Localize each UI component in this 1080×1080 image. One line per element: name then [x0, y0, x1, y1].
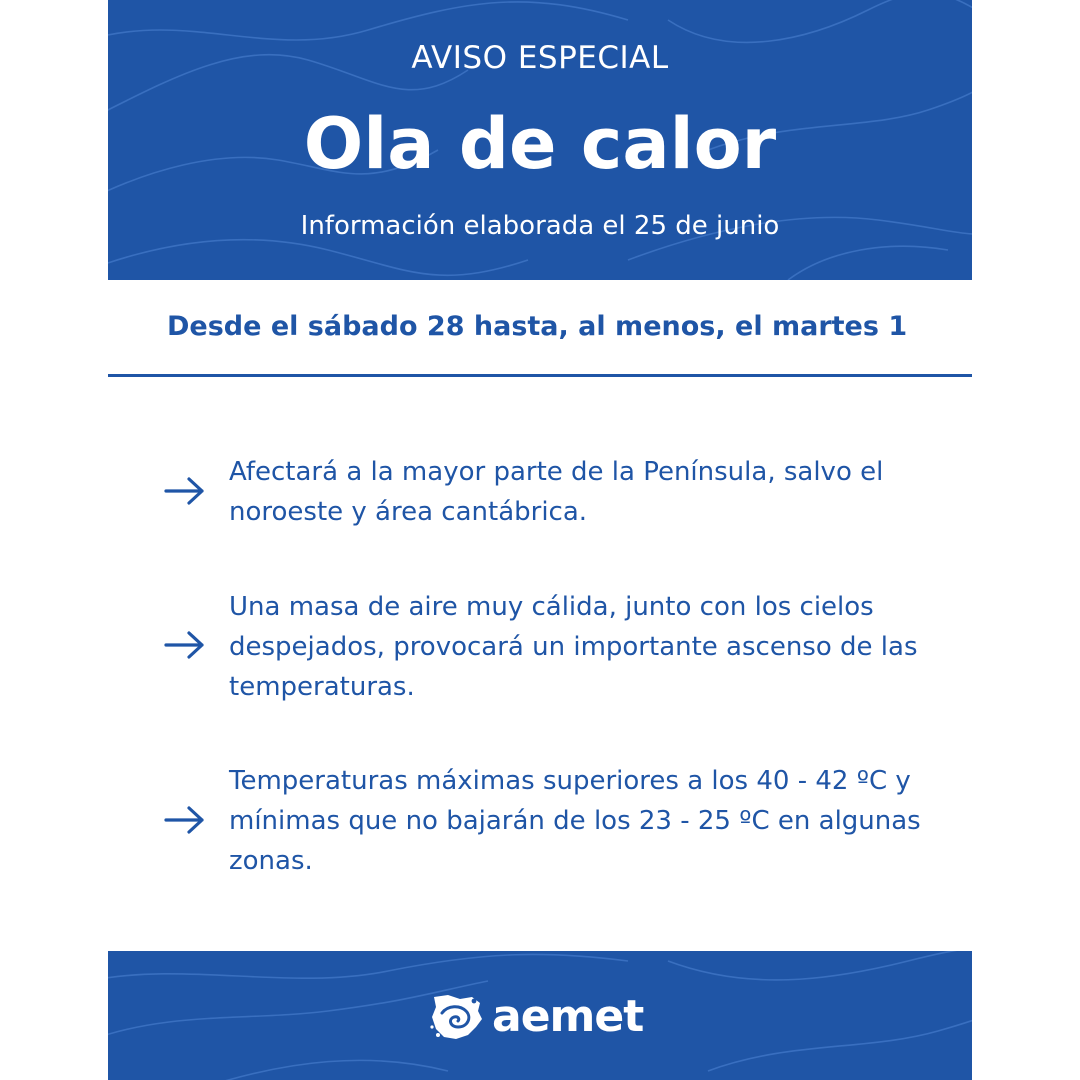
arrow-right-icon	[164, 476, 206, 506]
issue-date: Información elaborada el 25 de junio	[300, 211, 780, 241]
list-item-text: Una masa de aire muy cálida, junto con los cielos despejados, provocará un importante ascenso de las temperaturas.	[229, 592, 918, 702]
page-title: Ola de calor	[303, 103, 777, 185]
notice-type: AVISO ESPECIAL	[411, 40, 669, 76]
aemet-logo	[428, 989, 643, 1045]
footer-banner	[108, 951, 972, 1080]
list-item-text: Afectará a la mayor parte de la Península, salvo el noroeste y área cantábrica.	[229, 457, 884, 527]
aemet-logo-text: aemet	[492, 991, 644, 1042]
header-banner	[108, 0, 972, 280]
divider	[108, 374, 972, 377]
aemet-logo-mark	[428, 991, 486, 1043]
list-item-text: Temperaturas máximas superiores a los 40 - 42 ºC y mínimas que no bajarán de los 23 - 25 ºC en algunas zonas.	[229, 766, 921, 876]
notice-card	[108, 0, 972, 1080]
validity-period: Desde el sábado 28 hasta, al menos, el martes 1	[167, 311, 908, 342]
arrow-right-icon	[164, 630, 206, 660]
arrow-right-icon	[164, 805, 206, 835]
